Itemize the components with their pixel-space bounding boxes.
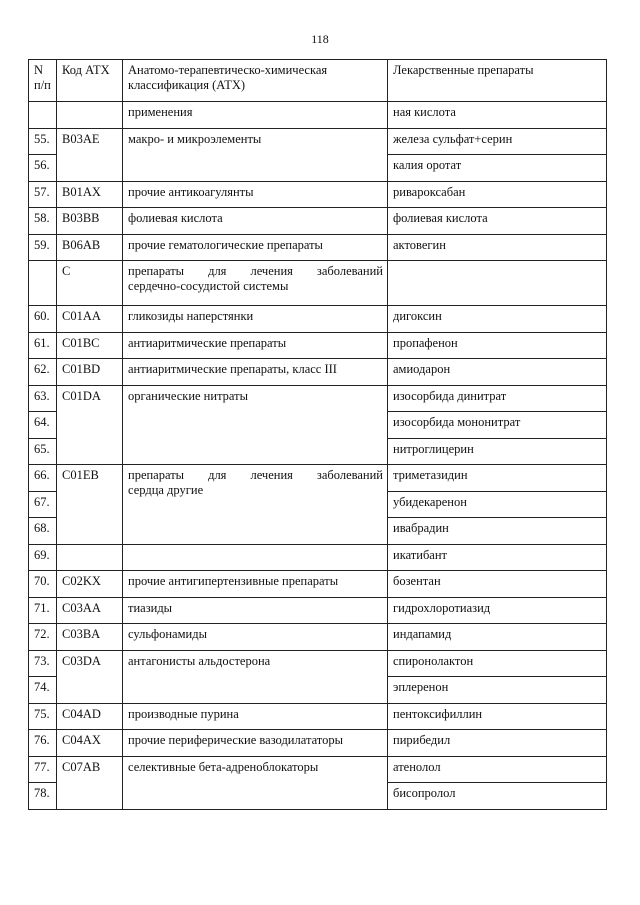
table-row [29,128,607,155]
table-row-continuation [29,102,607,129]
table-row [29,544,607,571]
page-number: 118 [311,32,329,46]
cell-classification: прочие антигипертензивные препараты [123,571,388,598]
cell-drug: эплеренон [388,677,607,704]
cell-num: 57. [29,181,57,208]
cell-drug: атенолол [388,756,607,783]
cell-num: 59. [29,234,57,261]
cell-classification: селективные бета-адреноблокаторы [123,756,388,809]
cell-drug: ривароксабан [388,181,607,208]
cell-classification: прочие антикоагулянты [123,181,388,208]
cell-num: 73. [29,650,57,677]
cell-drug: пирибедил [388,730,607,757]
cell-classification: антиаритмические препараты [123,332,388,359]
header-drugs: Лекарственные препараты [388,60,607,102]
cell-drug: амиодарон [388,359,607,386]
cell-num: 74. [29,677,57,704]
table-row-section [29,261,607,306]
cell-num: 75. [29,703,57,730]
cell-classification: гликозиды наперстянки [123,306,388,333]
cell-code: C01EB [57,465,123,545]
table-row [29,234,607,261]
cell-classification [123,261,388,306]
cell-drug: бисопролол [388,783,607,810]
table-row [29,703,607,730]
cell-num: 64. [29,412,57,439]
cell-drug: калия оротат [388,155,607,182]
cell-code: B01AX [57,181,123,208]
cell-code: C07AB [57,756,123,809]
cell-num: 55. [29,128,57,155]
cell-drug: изосорбида мононитрат [388,412,607,439]
table-row [29,756,607,783]
cell-drug: пропафенон [388,332,607,359]
cell-code: C03AA [57,597,123,624]
cell-classification: макро- и микроэлементы [123,128,388,181]
header-classification: Анатомо-терапевтическо-химическая классификация (АТХ) [123,60,388,102]
cell-drug: актовегин [388,234,607,261]
table-row [29,730,607,757]
cell-classification: тиазиды [123,597,388,624]
table-row [29,359,607,386]
cell-code: B06AB [57,234,123,261]
cell-code [57,544,123,571]
cell-classification: фолиевая кислота [123,208,388,235]
cell-num: 78. [29,783,57,810]
cell-code: C01AA [57,306,123,333]
header-num: N п/п [29,60,57,102]
cell-num: 70. [29,571,57,598]
cell-drug: изосорбида динитрат [388,385,607,412]
cell-num: 77. [29,756,57,783]
table-header-row [29,60,607,102]
cell-classification: прочие гематологические препараты [123,234,388,261]
cell-num: 56. [29,155,57,182]
classification-line-2: сердечно-сосудистой системы [128,279,289,293]
cell-code: C01BC [57,332,123,359]
cell-num [29,261,57,306]
table-row [29,306,607,333]
cell-num: 76. [29,730,57,757]
cell-num: 61. [29,332,57,359]
cell-num: 65. [29,438,57,465]
cell-drug: ивабрадин [388,518,607,545]
cell-code: C04AX [57,730,123,757]
cell-code [57,102,123,129]
cell-drug: индапамид [388,624,607,651]
table-row [29,181,607,208]
cell-code: C03BA [57,624,123,651]
cell-num: 67. [29,491,57,518]
cell-code: B03BB [57,208,123,235]
cell-classification: органические нитраты [123,385,388,465]
cell-num: 60. [29,306,57,333]
cell-classification: антиаритмические препараты, класс III [123,359,388,386]
cell-drug: триметазидин [388,465,607,492]
cell-code: B03AE [57,128,123,181]
cell-drug: дигоксин [388,306,607,333]
cell-num: 68. [29,518,57,545]
table-row [29,385,607,412]
cell-classification: сульфонамиды [123,624,388,651]
cell-drug: спиронолактон [388,650,607,677]
cell-num [29,102,57,129]
cell-classification: применения [123,102,388,129]
cell-code: C [57,261,123,306]
cell-drug: бозентан [388,571,607,598]
table-row [29,597,607,624]
table-row [29,571,607,598]
cell-num: 69. [29,544,57,571]
cell-drug: железа сульфат+серин [388,128,607,155]
cell-drug: нитроглицерин [388,438,607,465]
atx-drug-table [28,59,607,810]
cell-drug: икатибант [388,544,607,571]
cell-drug [388,261,607,306]
table-row [29,624,607,651]
cell-drug: убидекаренон [388,491,607,518]
cell-num: 66. [29,465,57,492]
cell-drug: пентоксифиллин [388,703,607,730]
cell-code: C01DA [57,385,123,465]
header-code: Код АТХ [57,60,123,102]
classification-line-1: препараты для лечения заболеваний [128,264,383,278]
cell-num: 72. [29,624,57,651]
table-row [29,208,607,235]
cell-drug: фолиевая кислота [388,208,607,235]
cell-classification: производные пурина [123,703,388,730]
table-row [29,650,607,677]
cell-num: 71. [29,597,57,624]
cell-num: 63. [29,385,57,412]
cell-num: 62. [29,359,57,386]
cell-code: C01BD [57,359,123,386]
cell-num: 58. [29,208,57,235]
cell-drug: ная кислота [388,102,607,129]
classification-line-2: сердца другие [128,483,204,497]
cell-classification [123,544,388,571]
cell-classification [123,465,388,545]
table-row [29,332,607,359]
cell-classification: прочие периферические вазодилататоры [123,730,388,757]
cell-code: C04AD [57,703,123,730]
cell-code: C03DA [57,650,123,703]
table-row [29,465,607,492]
cell-drug: гидрохлоротиазид [388,597,607,624]
cell-code: C02KX [57,571,123,598]
classification-line-1: препараты для лечения заболеваний [128,468,383,482]
cell-classification: антагонисты альдостерона [123,650,388,703]
